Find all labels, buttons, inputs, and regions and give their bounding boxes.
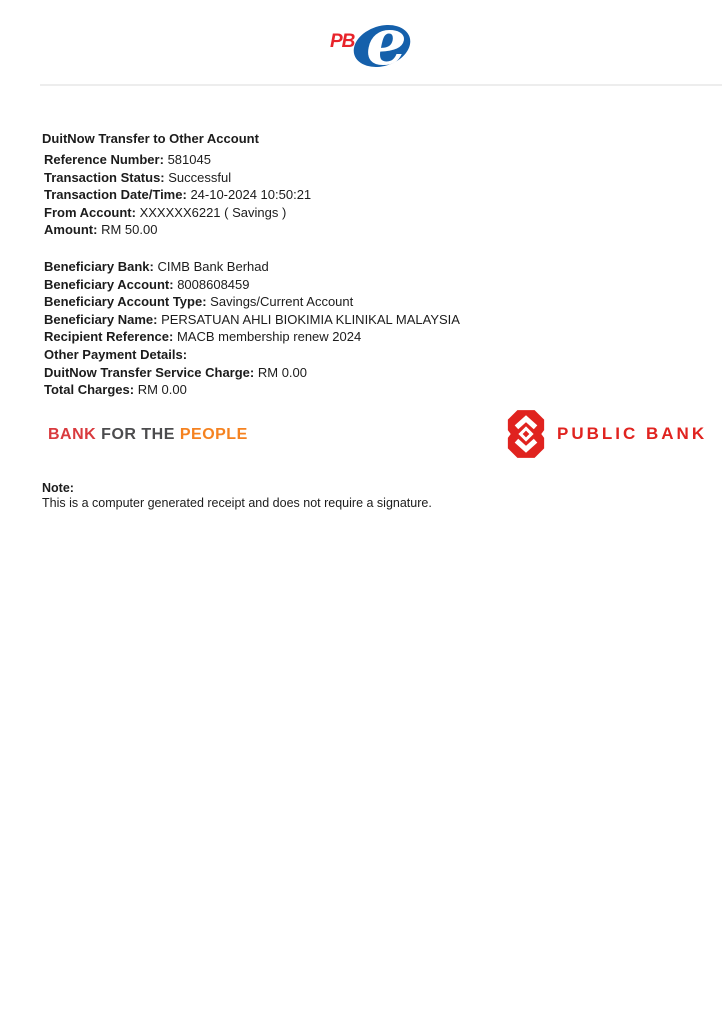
field-label: DuitNow Transfer Service Charge:: [44, 364, 255, 380]
field-label: Other Payment Details:: [44, 346, 188, 362]
note-text: This is a computer generated receipt and does not require a signature.: [42, 496, 432, 510]
field-label: Transaction Status:: [44, 169, 165, 185]
receipt-title: DuitNow Transfer to Other Account: [42, 131, 259, 146]
detail-row: [44, 258, 460, 276]
pbe-e-glyph: e: [366, 20, 407, 72]
field-value: CIMB Bank Berhad: [157, 259, 269, 274]
pbe-pb-glyph: PB: [330, 31, 355, 52]
field-label: Beneficiary Account Type:: [44, 294, 207, 310]
field-value: RM 50.00: [101, 222, 158, 238]
pbe-logo-graphic: [328, 20, 412, 72]
bank-slogan: [48, 426, 248, 444]
field-label: Beneficiary Bank:: [44, 259, 154, 274]
field-value: 8008608459: [177, 276, 250, 292]
slogan-word-bank: BANK: [48, 426, 97, 443]
field-value: RM 0.00: [257, 364, 307, 380]
detail-row: [44, 346, 460, 364]
field-value: XXXXXX6221 ( Savings ): [139, 204, 287, 220]
detail-row: [44, 169, 311, 187]
detail-row: [44, 221, 311, 239]
field-label: Beneficiary Name:: [44, 311, 158, 327]
field-label: Transaction Date/Time:: [44, 187, 187, 203]
field-value: PERSATUAN AHLI BIOKIMIA KLINIKAL MALAYSIA: [161, 311, 460, 327]
pbe-logo: [328, 20, 412, 72]
slogan-word-for-the: FOR THE: [101, 426, 175, 443]
field-label: From Account:: [44, 204, 136, 220]
public-bank-logo: [505, 407, 707, 461]
field-label: Total Charges:: [44, 382, 135, 398]
public-bank-wordmark: PUBLIC BANK: [557, 424, 708, 443]
detail-row: [44, 311, 460, 329]
field-value: Successful: [168, 169, 232, 185]
detail-row: [44, 151, 311, 169]
public-bank-emblem-icon: [505, 407, 547, 461]
detail-row: [44, 276, 460, 294]
field-value: MACB membership renew 2024: [176, 329, 362, 345]
transaction-details: [44, 151, 311, 239]
header-divider: [40, 84, 722, 86]
detail-row: [44, 364, 460, 382]
detail-row: [44, 293, 460, 311]
beneficiary-details: [44, 258, 460, 399]
detail-row: [44, 328, 460, 346]
detail-row: [44, 186, 311, 204]
note-block: [42, 481, 432, 511]
field-value: RM 0.00: [137, 382, 187, 398]
field-value: 24-10-2024 10:50:21: [190, 187, 312, 203]
detail-row: [44, 381, 460, 399]
slogan-word-people: PEOPLE: [179, 426, 248, 443]
field-label: Recipient Reference:: [44, 329, 174, 345]
field-label: Beneficiary Account:: [44, 276, 174, 292]
note-label: Note:: [42, 481, 74, 495]
field-value: 581045: [167, 152, 211, 167]
field-label: Reference Number:: [44, 152, 164, 167]
field-value: Savings/Current Account: [210, 294, 354, 310]
field-label: Amount:: [44, 222, 98, 238]
detail-row: [44, 204, 311, 222]
